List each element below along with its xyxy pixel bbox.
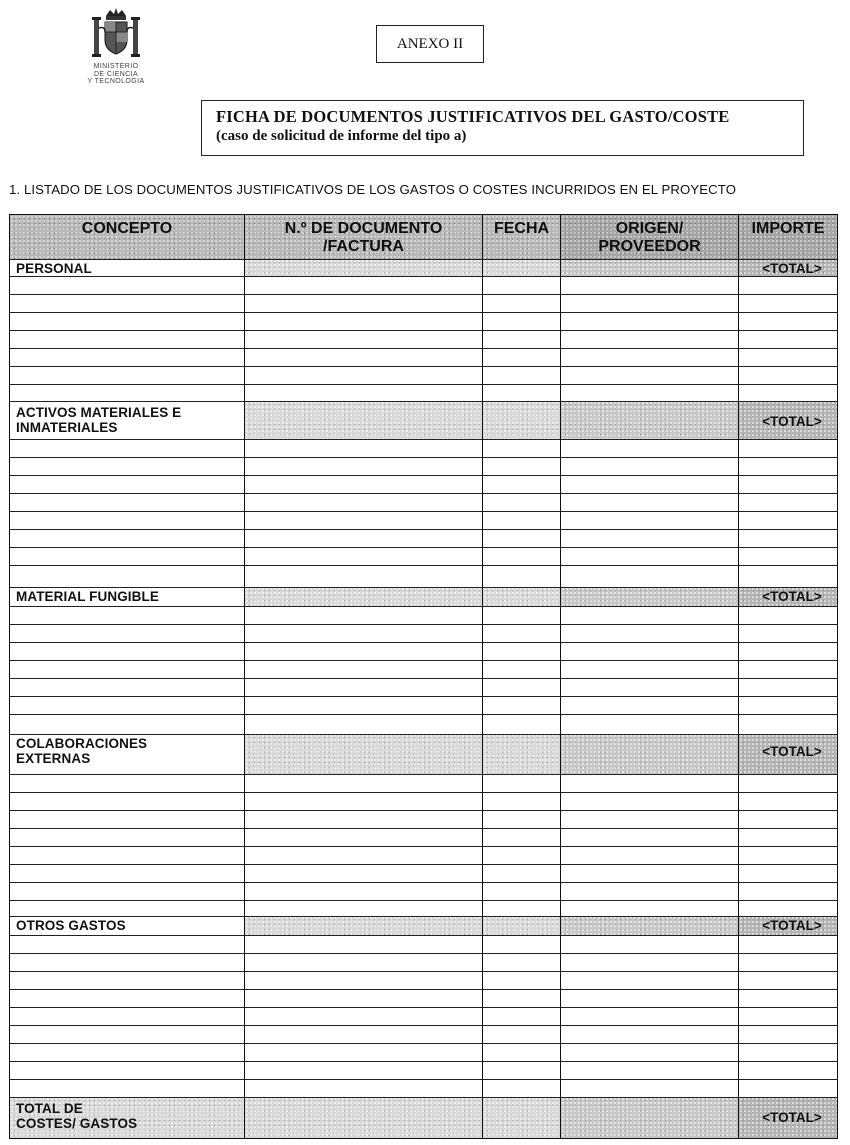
row-rule: [10, 1007, 837, 1008]
row-rule: [10, 330, 837, 331]
category-label-personal: PERSONAL: [16, 261, 92, 276]
row-rule: [10, 678, 837, 679]
category-band: [561, 259, 739, 276]
footer-band: [561, 1097, 739, 1138]
column-rule: [738, 259, 739, 1138]
column-header-documento: N.º DE DOCUMENTO /FACTURA: [245, 215, 483, 259]
row-rule: [10, 828, 837, 829]
row-rule: [10, 606, 837, 607]
footer-total: <TOTAL>: [762, 1110, 822, 1125]
row-rule: [10, 1061, 837, 1062]
category-label-fungible: MATERIAL FUNGIBLE: [16, 589, 159, 604]
category-band: [561, 916, 739, 935]
annex-label: ANEXO II: [396, 35, 464, 52]
footer-band: [483, 1097, 561, 1138]
row-rule: [10, 312, 837, 313]
column-rule: [560, 259, 561, 1138]
row-rule: [10, 511, 837, 512]
row-rule: [10, 989, 837, 990]
row-rule: [10, 529, 837, 530]
category-band: [561, 734, 739, 774]
footer-band: [245, 1097, 483, 1138]
annex-label-box: [376, 25, 484, 63]
row-rule: [10, 475, 837, 476]
row-rule: [10, 366, 837, 367]
row-rule: [10, 259, 837, 260]
column-header-importe: IMPORTE: [739, 215, 837, 259]
category-label-otros: OTROS GASTOS: [16, 918, 126, 933]
category-band: [483, 587, 561, 606]
category-band: [483, 734, 561, 774]
section-heading: 1. LISTADO DE LOS DOCUMENTOS JUSTIFICATIVOS DE LOS GASTOS O COSTES INCURRIDOS EN EL PROYECTO: [9, 182, 737, 197]
category-total-fungible: <TOTAL>: [762, 589, 822, 604]
row-rule: [10, 624, 837, 625]
ministry-logo: [74, 6, 158, 92]
column-header-concepto: CONCEPTO: [10, 215, 245, 259]
ministry-name: MINISTERIO DE CIENCIA Y TECNOLOGIA: [87, 63, 145, 85]
column-rule: [482, 259, 483, 1138]
row-rule: [10, 696, 837, 697]
category-band: [245, 401, 483, 439]
row-rule: [10, 587, 837, 588]
coat-of-arms-icon: [88, 6, 144, 62]
category-band: [561, 587, 739, 606]
category-band: [561, 401, 739, 439]
row-rule: [10, 935, 837, 936]
row-rule: [10, 294, 837, 295]
row-rule: [10, 439, 837, 440]
category-band: [245, 259, 483, 276]
category-total-activos: <TOTAL>: [762, 414, 822, 429]
category-band: [245, 587, 483, 606]
category-band: [245, 916, 483, 935]
row-rule: [10, 810, 837, 811]
document-subtitle: (caso de solicitud de informe del tipo a): [216, 128, 467, 144]
row-rule: [10, 642, 837, 643]
row-rule: [10, 1079, 837, 1080]
category-total-colaboraciones: <TOTAL>: [762, 744, 822, 759]
row-rule: [10, 953, 837, 954]
row-rule: [10, 276, 837, 277]
row-rule: [10, 882, 837, 883]
row-rule: [10, 1097, 837, 1098]
row-rule: [10, 916, 837, 917]
category-band: [245, 734, 483, 774]
row-rule: [10, 547, 837, 548]
category-total-otros: <TOTAL>: [762, 918, 822, 933]
column-header-origen: ORIGEN/ PROVEEDOR: [561, 215, 739, 259]
category-label-colaboraciones: COLABORACIONES EXTERNAS: [16, 736, 148, 766]
category-label-activos: ACTIVOS MATERIALES E INMATERIALES: [16, 405, 182, 435]
column-rule: [244, 259, 245, 1138]
category-band: [483, 259, 561, 276]
row-rule: [10, 734, 837, 735]
category-band: [483, 916, 561, 935]
row-rule: [10, 565, 837, 566]
document-title-box: [201, 100, 804, 156]
row-rule: [10, 348, 837, 349]
category-band: [483, 401, 561, 439]
row-rule: [10, 846, 837, 847]
row-rule: [10, 1043, 837, 1044]
row-rule: [10, 457, 837, 458]
document-title: FICHA DE DOCUMENTOS JUSTIFICATIVOS DEL GASTO/COSTE: [216, 107, 730, 126]
footer-label-total: TOTAL DE COSTES/ GASTOS: [16, 1101, 138, 1131]
row-rule: [10, 864, 837, 865]
row-rule: [10, 774, 837, 775]
row-rule: [10, 493, 837, 494]
category-total-personal: <TOTAL>: [762, 261, 822, 276]
row-rule: [10, 401, 837, 402]
row-rule: [10, 714, 837, 715]
row-rule: [10, 792, 837, 793]
row-rule: [10, 1025, 837, 1026]
row-rule: [10, 971, 837, 972]
row-rule: [10, 384, 837, 385]
column-header-fecha: FECHA: [483, 215, 561, 259]
row-rule: [10, 660, 837, 661]
row-rule: [10, 900, 837, 901]
expense-table: [9, 214, 838, 1139]
